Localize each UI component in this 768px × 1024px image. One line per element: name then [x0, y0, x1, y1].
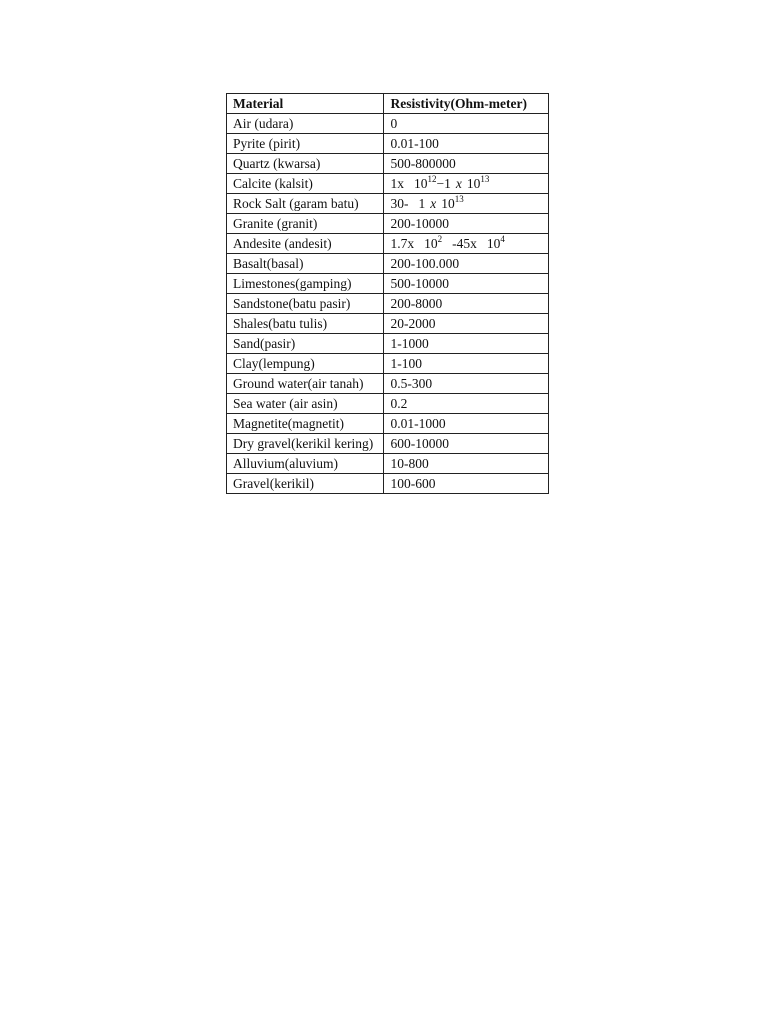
- material-cell: Clay(lempung): [227, 354, 384, 374]
- table-row: [227, 194, 549, 214]
- table-row: [227, 314, 549, 334]
- resistivity-formula-cell: [384, 194, 549, 214]
- table-header-row: [227, 94, 549, 114]
- resistivity-cell: 20-2000: [384, 314, 549, 334]
- formula-base: 10: [413, 176, 428, 191]
- formula-exponent: 12: [427, 174, 437, 184]
- formula-prefix: 30-: [390, 196, 409, 211]
- table-row: [227, 354, 549, 374]
- resistivity-cell: 10-800: [384, 454, 549, 474]
- resistivity-cell: 100-600: [384, 474, 549, 494]
- formula-math: [424, 234, 442, 253]
- material-cell: Sand(pasir): [227, 334, 384, 354]
- material-cell: Sea water (air asin): [227, 394, 384, 414]
- material-cell: Gravel(kerikil): [227, 474, 384, 494]
- formula-dash: −: [436, 176, 445, 191]
- formula-math: [487, 234, 505, 253]
- material-cell: Pyrite (pirit): [227, 134, 384, 154]
- resistivity-cell: 0.2: [384, 394, 549, 414]
- material-cell: Andesite (andesit): [227, 234, 384, 254]
- resistivity-cell: 500-10000: [384, 274, 549, 294]
- material-cell: Ground water(air tanah): [227, 374, 384, 394]
- formula-coef: 1: [444, 176, 451, 191]
- formula-times: x: [430, 196, 437, 211]
- formula-times: x: [455, 176, 462, 191]
- table-row: [227, 114, 549, 134]
- material-cell: Limestones(gamping): [227, 274, 384, 294]
- header-material: Material: [227, 94, 384, 114]
- table-row: [227, 254, 549, 274]
- table-row: [227, 234, 549, 254]
- material-cell: Sandstone(batu pasir): [227, 294, 384, 314]
- formula-base: 10: [424, 236, 438, 251]
- material-cell: Air (udara): [227, 114, 384, 134]
- table-row: [227, 394, 549, 414]
- formula-base: 10: [466, 176, 481, 191]
- table-row: [227, 174, 549, 194]
- formula-exponent: 13: [454, 194, 464, 204]
- resistivity-cell: 0.01-100: [384, 134, 549, 154]
- formula-exponent: 2: [437, 234, 443, 244]
- material-cell: Quartz (kwarsa): [227, 154, 384, 174]
- resistivity-cell: 1-1000: [384, 334, 549, 354]
- resistivity-cell: 0: [384, 114, 549, 134]
- material-cell: Alluvium(aluvium): [227, 454, 384, 474]
- formula-prefix: 1x: [390, 176, 404, 191]
- formula-coef: 1: [418, 196, 426, 211]
- resistivity-cell: 200-10000: [384, 214, 549, 234]
- table-row: [227, 274, 549, 294]
- formula-base: 10: [441, 196, 455, 211]
- material-cell: Basalt(basal): [227, 254, 384, 274]
- material-cell: Magnetite(magnetit): [227, 414, 384, 434]
- material-cell: Calcite (kalsit): [227, 174, 384, 194]
- formula-base: 10: [486, 236, 501, 251]
- material-cell: Rock Salt (garam batu): [227, 194, 384, 214]
- table-row: [227, 454, 549, 474]
- material-cell: Granite (granit): [227, 214, 384, 234]
- resistivity-formula-cell: [384, 174, 549, 194]
- resistivity-table: [226, 93, 549, 494]
- table-row: [227, 154, 549, 174]
- material-cell: Dry gravel(kerikil kering): [227, 434, 384, 454]
- table-row: [227, 334, 549, 354]
- material-cell: Shales(batu tulis): [227, 314, 384, 334]
- formula-exponent: 13: [480, 174, 490, 184]
- formula-exponent: 4: [500, 234, 505, 244]
- table-row: [227, 374, 549, 394]
- table-row: [227, 474, 549, 494]
- resistivity-cell: 500-800000: [384, 154, 549, 174]
- table-row: [227, 134, 549, 154]
- resistivity-cell: 0.5-300: [384, 374, 549, 394]
- table-row: [227, 434, 549, 454]
- table-row: [227, 294, 549, 314]
- table-row: [227, 414, 549, 434]
- formula-prefix: 1.7x: [390, 236, 415, 251]
- resistivity-cell: 200-8000: [384, 294, 549, 314]
- resistivity-cell: 200-100.000: [384, 254, 549, 274]
- resistivity-cell: 0.01-1000: [384, 414, 549, 434]
- resistivity-formula-cell: [384, 234, 549, 254]
- formula-mid: -45x: [452, 236, 477, 251]
- resistivity-cell: 1-100: [384, 354, 549, 374]
- formula-math: [414, 174, 489, 193]
- header-resistivity: Resistivity(Ohm-meter): [384, 94, 549, 114]
- formula-math: [418, 194, 463, 213]
- table-row: [227, 214, 549, 234]
- resistivity-cell: 600-10000: [384, 434, 549, 454]
